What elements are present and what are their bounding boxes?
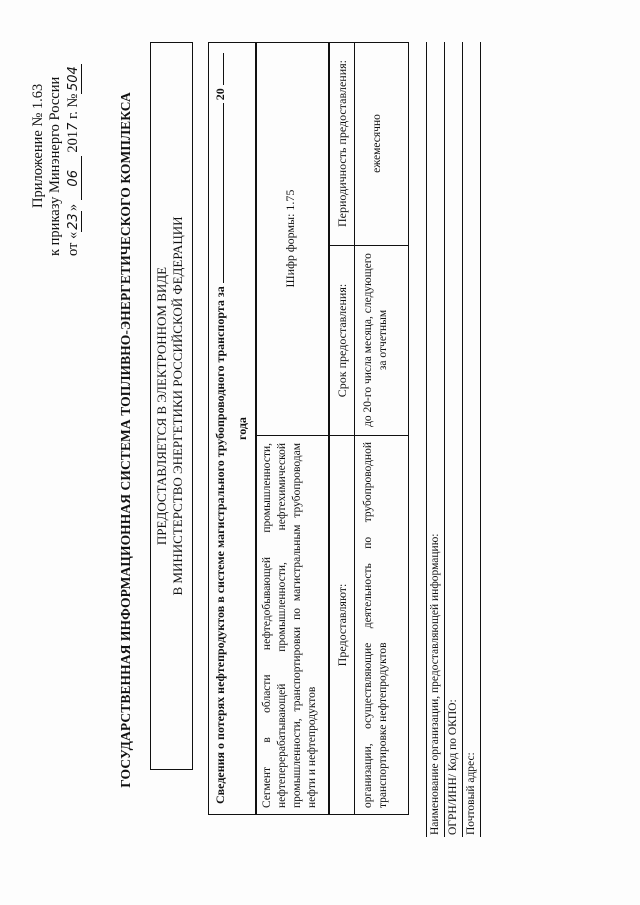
header-deadline: Срок предоставления: [335, 283, 349, 398]
date-day: 23 [65, 213, 81, 230]
report-title-box [208, 42, 256, 815]
org-fields [426, 42, 481, 837]
segment-text: Сегмент в области нефтедобывающей промышленности, нефтеперерабатывающей промышленности, нефтехимической промышленности, транспортировки по магистральным трубопроводам нефти и нефтепродуктов [261, 443, 318, 808]
info-table-header-line [354, 43, 355, 814]
report-year-prefix: 20 [213, 88, 227, 101]
cell-providers: организации, осуществляющие деятельность по трубопроводной транспортировке нефтепродуктов [362, 442, 389, 808]
order-number: 504 [66, 64, 83, 94]
org-address-field: Почтовый адрес: [463, 42, 481, 837]
annex-order-ref: к приказу Минэнерго России [47, 76, 64, 256]
date-year-prefix: 201 [64, 130, 81, 153]
report-title [213, 53, 228, 804]
org-ids-field: ОГРН/ИНН/ Код по ОКПО: [445, 42, 463, 837]
date-open-quote: от « [64, 231, 81, 256]
form-code: Шифр формы: 1.75 [283, 189, 297, 288]
report-year-blank [223, 53, 224, 85]
annex-block [30, 46, 82, 286]
header-periodicity: Периодичность предоставления: [335, 60, 349, 227]
header-providers: Предоставляют: [335, 583, 349, 667]
segment-divider [257, 435, 328, 436]
annex-date-line [65, 46, 83, 286]
order-number-label: г. № [64, 93, 81, 120]
date-close-quote: » [64, 203, 81, 212]
cell-deadline: до 20-го числа месяца, следующего за отчетным [362, 253, 389, 427]
segment-box [256, 42, 329, 815]
date-month: 06 [66, 156, 83, 200]
annex-number: Приложение № 1.63 [30, 83, 46, 208]
info-table [329, 42, 409, 815]
report-title-year-word: года [235, 417, 249, 440]
report-title-text: Сведения о потерях нефтепродуктов в системе магистрального трубопроводного транспорта за [213, 286, 227, 804]
cell-periodicity: ежемесячно [371, 114, 383, 173]
submission-line-2: В МИНИСТЕРСТВО ЭНЕРГЕТИКИ РОССИЙСКОЙ ФЕДЕРАЦИИ [170, 216, 186, 596]
submission-line-1: ПРЕДОСТАВЛЯЕТСЯ В ЭЛЕКТРОННОМ ВИДЕ [154, 266, 169, 546]
org-name-field: Наименование организации, предоставляющей информацию: [426, 42, 445, 837]
system-title: ГОСУДАРСТВЕННАЯ ИНФОРМАЦИОННАЯ СИСТЕМА ТОПЛИВНО-ЭНЕРГЕТИЧЕСКОГО КОМПЛЕКСА [118, 92, 133, 788]
submission-box [150, 42, 193, 770]
date-year-digit: 7 [65, 122, 81, 131]
report-period-blank [223, 103, 224, 283]
